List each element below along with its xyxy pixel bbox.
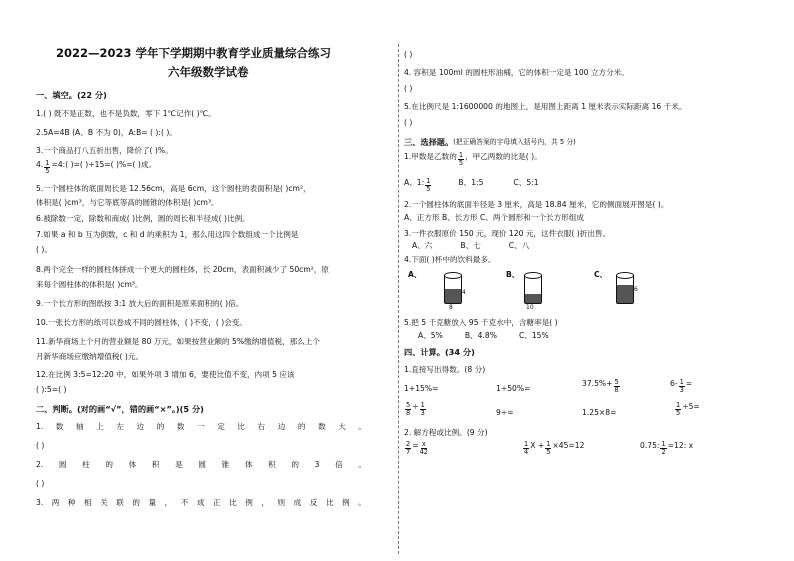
fraction: $\frac{5}{8}$ <box>406 401 411 417</box>
judge-word: 体 <box>244 460 253 469</box>
judge-word: 大 <box>338 422 346 431</box>
judge-word: 轴 <box>76 422 84 431</box>
fraction: $\frac{1}{5}$ <box>45 159 50 175</box>
judge-word: 一 <box>197 422 205 431</box>
choice-question-3-options: A、六 B、七 C、八 <box>412 241 530 250</box>
judge-word: 比 <box>237 422 245 431</box>
judge-word: 左 <box>116 422 124 431</box>
choice-question-2: 2.一个圆柱体的底面半径是 3 厘米，高是 18.84 厘米，它的侧面展开图是( )。 <box>404 200 669 209</box>
question-1-5-a: 5.一个圆柱体的底面周长是 12.56cm，高是 6cm，这个圆柱的表面积是( )cm²， <box>36 184 311 193</box>
judge-word: 成 <box>293 498 302 507</box>
judge-word: 1. <box>36 422 44 431</box>
choice-question-2-options: A、正方形 B、长方形 C、两个圆形和一个长方形组成 <box>404 213 585 222</box>
judge-word: 例 <box>245 498 253 507</box>
judge-word: 锥 <box>221 460 230 469</box>
fraction: $\frac{1}{4}$ <box>524 440 529 456</box>
judge-word: 联 <box>116 498 124 507</box>
fraction: $\frac{1}{5}$ <box>676 401 681 417</box>
choice-question-4: 4.下面( )杯中的饮料最多。 <box>404 255 496 264</box>
judge-word: 右 <box>257 422 266 431</box>
calc-item-8: $\frac{1}{5}$ ÷5= <box>676 401 700 417</box>
fraction: $\frac{1}{3}$ <box>679 378 684 394</box>
section-fill-heading: 一、填空。(22 分) <box>36 90 107 100</box>
judge-word: 3. <box>36 498 44 507</box>
judge-word: 柱 <box>82 460 90 469</box>
judge-word: 关 <box>100 498 108 507</box>
section-choice-heading: 三、选择题。 (把正确答案的字母填入括号内，共 5 分) <box>404 137 576 147</box>
cup-c-label: 6 <box>634 286 638 293</box>
judge-word: 的 <box>297 422 306 431</box>
question-1-10: 10.一张长方形的纸可以卷成不同的圆柱体，( )不变，( )会变。 <box>36 318 248 327</box>
judge-question-4: 4. 容积是 100ml 的圆柱形油桶，它的体积一定是 100 立方分米。 <box>404 68 629 77</box>
right-column <box>404 0 772 561</box>
judge-word: 体 <box>128 460 137 469</box>
judge-word: 比 <box>325 498 334 507</box>
question-1-12-a: 12.在比例 3:5=12:20 中，如果外项 3 增加 6，要使比值不变，内项 5 应该 <box>36 370 295 379</box>
cup-a-side-label: 4 <box>462 289 466 296</box>
cup-option-b: B、 <box>506 270 520 279</box>
choice-question-5-options: A、5% B、4.8% C、15% <box>418 331 549 340</box>
cup-option-c: C、 <box>594 270 608 279</box>
fraction: $\frac{2}{7}$ <box>406 440 411 456</box>
judge-word: 2. <box>36 460 44 469</box>
judge-word: 则 <box>277 498 286 507</box>
judge-word: 。 <box>358 422 366 431</box>
question-1-11-a: 11.新华商场上个月的营业额是 80 万元，如果按营业额的 5%缴纳增值税，那么上个 <box>36 337 321 346</box>
judge-word: 圆 <box>198 460 206 469</box>
judge-word: 。 <box>358 460 366 469</box>
calc-item-2: 1÷50%= <box>496 384 531 393</box>
judge-word: 积 <box>151 460 160 469</box>
question-1-5-b: 体积是( )cm³，与它等底等高的圆锥的体积是( )cm³。 <box>36 198 219 207</box>
judge-question-3 <box>36 498 366 508</box>
question-1-2: 2.5A=4B (A、B 不为 0)，A:B= ( ):( )。 <box>36 128 177 137</box>
judge-word: 的 <box>132 498 140 507</box>
judge-word: 比 <box>229 498 237 507</box>
judge-word: 上 <box>96 422 104 431</box>
choice-question-3: 3.一件衣服原价 150 元，现价 120 元，这件衣服( )折出售。 <box>404 229 611 238</box>
judge-answer-4: ( ) <box>404 84 413 93</box>
calc-item-1: 1+15%= <box>404 384 439 393</box>
left-column <box>36 0 392 561</box>
fraction: $\frac{1}{3}$ <box>420 401 425 417</box>
judge-word: 定 <box>217 422 225 431</box>
judge-word: 成 <box>196 498 205 507</box>
question-1-12-b: ( ):5=( ) <box>36 385 67 394</box>
fraction: $\frac{x}{42}$ <box>419 440 428 456</box>
fraction: $\frac{1}{5}$ <box>546 440 551 456</box>
judge-word: 是 <box>175 460 183 469</box>
fraction: $\frac{5}{8}$ <box>614 378 619 394</box>
question-1-6: 6.被除数一定，除数和商成( )比例，圆的周长和半径成( )比例。 <box>36 214 250 223</box>
choice-question-1-options: A、1: $\frac{1}{5}$ B、1:5 C、5:1 <box>404 177 539 193</box>
judge-word: 圆 <box>58 460 67 469</box>
question-1-7-b: ( )。 <box>36 245 52 254</box>
section-calc-heading: 四、计算。(34 分) <box>404 347 475 357</box>
question-1-1: 1.( ) 既不是正数，也不是负数，零下 1℃记作( )℃。 <box>36 109 216 118</box>
equation-2: $\frac{1}{4}$ X + $\frac{1}{5}$ ×45=12 <box>524 440 585 456</box>
judge-word: ， <box>164 498 173 507</box>
exam-title: 2022—2023 学年下学期期中教育学业质量综合练习 <box>56 46 332 60</box>
judge-word: 两 <box>51 498 60 507</box>
judge-word: 种 <box>67 498 76 507</box>
cup-a-label: 8 <box>449 304 453 311</box>
equation-3: 0.75: $\frac{1}{2}$ =12: x <box>640 440 694 456</box>
question-1-7-a: 7.如果 a 和 b 互为倒数，c 和 d 的乘积为 1，那么用这四个数组成一个比例是 <box>36 230 299 239</box>
judge-word: 相 <box>84 498 92 507</box>
judge-word: ， <box>261 498 269 507</box>
judge-word: 反 <box>309 498 318 507</box>
judge-word: 的 <box>105 460 113 469</box>
column-divider <box>398 44 399 554</box>
calc-item-5: $\frac{5}{8}$ ÷ $\frac{1}{3}$ <box>406 401 425 417</box>
fraction: $\frac{1}{2}$ <box>661 440 666 456</box>
cup-a <box>444 275 462 304</box>
calc-item-7: 1.25×8= <box>582 408 617 417</box>
calc-item-3: 37.5%+ $\frac{5}{8}$ <box>582 378 619 394</box>
judge-question-1 <box>36 422 366 432</box>
judge-answer-1: ( ) <box>36 441 45 450</box>
cup-c <box>616 275 634 304</box>
judge-word: 边 <box>136 422 145 431</box>
exam-subtitle: 六年级数学试卷 <box>168 65 249 79</box>
judge-word: 。 <box>358 498 366 507</box>
judge-question-5: 5.在比例尺是 1:1600000 的地图上，是用图上距离 1 厘米表示实际距离 16 千米。 <box>404 102 687 111</box>
judge-word: 例 <box>342 498 350 507</box>
choice-question-1: 1.甲数是乙数的 $\frac{1}{5}$ ，甲乙两数的比是( )。 <box>404 151 542 167</box>
judge-word: 积 <box>268 460 276 469</box>
judge-word: 的 <box>156 422 165 431</box>
question-1-9: 9.一个长方形的图纸按 3:1 放大后的面积是原来面积的( )倍。 <box>36 299 244 308</box>
judge-word: 倍 <box>335 460 343 469</box>
cup-b <box>524 275 542 304</box>
question-1-8-b: 来每个圆柱体的体积是( )cm³。 <box>36 280 143 289</box>
calc-sub-2: 2. 解方程或比例。(9 分) <box>404 428 488 437</box>
calc-item-6: 9÷= <box>496 408 514 417</box>
judge-answer-3: ( ) <box>404 50 413 59</box>
question-1-3: 3.一个商品打八五折出售，降价了( )%。 <box>36 146 173 155</box>
cup-b-label: 10 <box>526 304 534 311</box>
calc-item-4: 6- $\frac{1}{3}$ = <box>670 378 693 394</box>
fraction: $\frac{1}{5}$ <box>426 177 431 193</box>
judge-word: 的 <box>291 460 299 469</box>
choice-question-5: 5.把 5 千克糖放入 95 千克水中，含糖率是( ) <box>404 318 558 327</box>
judge-question-2 <box>36 460 366 470</box>
judge-word: 正 <box>213 498 221 507</box>
judge-word: 3 <box>314 460 320 469</box>
question-1-11-b: 月新华商场应缴纳增值税( )元。 <box>36 352 144 361</box>
judge-word: 边 <box>277 422 286 431</box>
calc-sub-1: 1.直接写出得数。(8 分) <box>404 365 486 374</box>
judge-word: 不 <box>180 498 189 507</box>
judge-word: 数 <box>318 422 326 431</box>
question-1-4: 4. $\frac{1}{5}$ =4:( )=( )÷15=( )%=( )成。 <box>36 159 157 175</box>
cup-option-a: A、 <box>408 270 422 279</box>
judge-word: 数 <box>176 422 185 431</box>
question-1-8-a: 8.两个完全一样的圆柱体拼成一个更大的圆柱体，长 20cm，表面积减少了 50cm²，原 <box>36 265 329 274</box>
equation-1: $\frac{2}{7}$ = $\frac{x}{42}$ <box>406 440 428 456</box>
judge-answer-2: ( ) <box>36 479 45 488</box>
section-judge-heading: 二、判断。(对的画“√”，错的画“×”。)(5 分) <box>36 404 204 414</box>
judge-word: 量 <box>148 498 157 507</box>
fraction: $\frac{1}{5}$ <box>458 151 464 167</box>
judge-word: 数 <box>55 422 64 431</box>
judge-answer-5: ( ) <box>404 118 413 127</box>
